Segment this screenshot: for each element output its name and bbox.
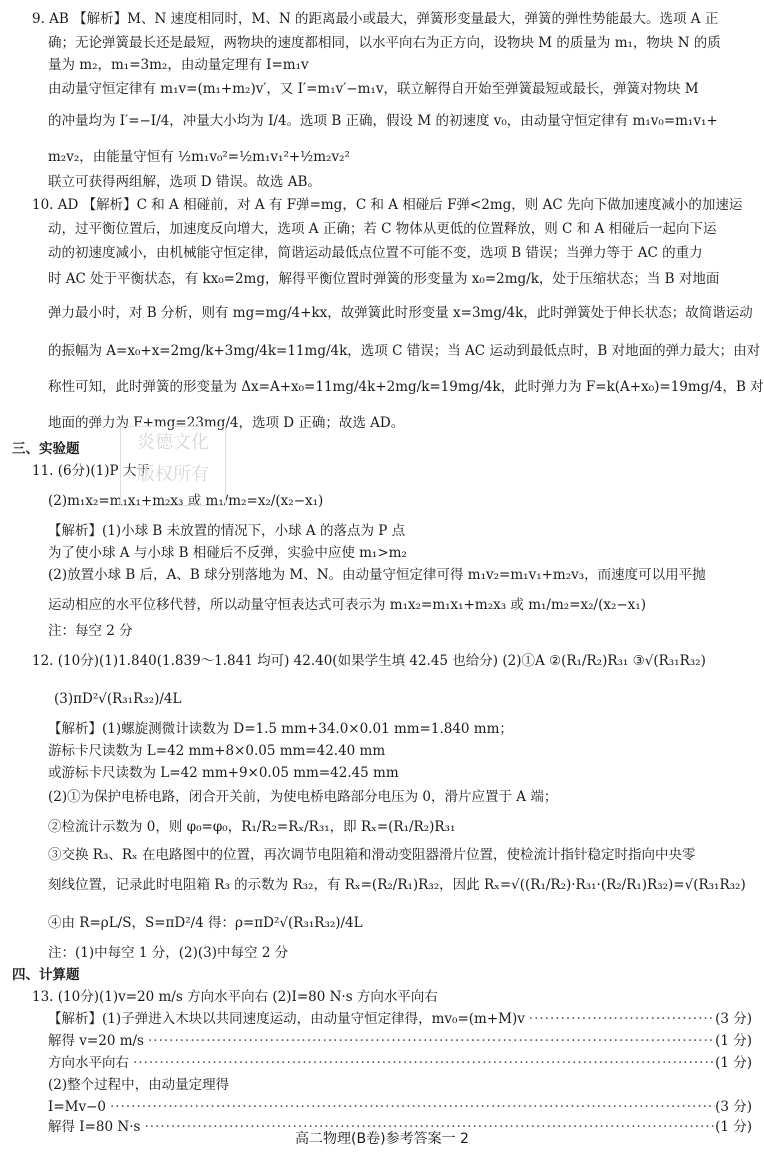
watermark-line: 版权所有 [137, 464, 209, 485]
text-line: 注：每空 2 分 [48, 623, 133, 639]
text-line: (2)放置小球 B 后，A、B 球分别落地为 M、N。由动量守恒定律可得 m₁v₂=m₁v₁+m₂v₃，而速度可以用平抛 [48, 567, 706, 583]
watermark [120, 426, 226, 506]
text-line: ②检流计示数为 0，则 φ₀=φ₀，R₁/R₂=Rₓ/R₃₁，即 Rₓ=(R₁/R₂)R₃₁ [48, 819, 456, 835]
scored-text: 解得 v=20 m/s [48, 1033, 144, 1049]
text-line: 运动相应的水平位移代替，所以动量守恒表达式可表示为 m₁x₂=m₁x₁+m₂x₃ 或 m₁/m₂=x₂/(x₂−x₁) [48, 597, 646, 613]
score-label: (1 分) [715, 1055, 752, 1071]
scored-text: 【解析】(1)子弹进入木块以共同速度运动，由动量守恒定律得，mv₀=(m+M)v [48, 1011, 525, 1027]
scored-line [32, 1010, 752, 1028]
text-line: 弹力最小时，对 B 分析，则有 mg=mg/4+kx，故弹簧此时形变量 x=3mg/4k，此时弹簧处于伸长状态；故简谐运动 [48, 305, 753, 321]
score-label: (1 分) [715, 1119, 752, 1135]
score-label: (3 分) [715, 1011, 752, 1027]
leader-dots [144, 1032, 715, 1050]
score-label: (1 分) [715, 1033, 752, 1049]
text-line: 联立可获得两组解，选项 D 错误。故选 AB。 [48, 174, 321, 190]
text-line: 量为 m₂，m₁=3m₂，由动量定理有 I=m₁v [48, 57, 309, 73]
leader-dots [525, 1010, 715, 1028]
text-line: (3)πD²√(R₃₁R₃₂)/4L [54, 691, 182, 707]
text-line: 9. AB 【解析】M、N 速度相同时，M、N 的距离最小或最大，弹簧形变量最大，弹簧的弹性势能最大。选项 A 正 [32, 11, 719, 27]
text-line: 的冲量均为 I′=−I/4，冲量大小均为 I/4。选项 B 正确，假设 M 的初速度 v₀，由动量守恒定律有 m₁v₀=m₁v₁+ [48, 113, 718, 129]
text-line: (2)整个过程中，由动量定理得 [48, 1077, 230, 1093]
leader-dots [129, 1054, 715, 1072]
text-line: 刻线位置，记录此时电阻箱 R₃ 的示数为 R₃₂，有 Rₓ=(R₂/R₁)R₃₂，因此 Rₓ=√((R₁/R₂)·R₃₁·(R₂/R₁)R₃₂)=√(R₃₁R₃₂) [48, 877, 746, 893]
text-line: 动的初速度减小，由机械能守恒定律，简谐运动最低点位置不可能不变，选项 B 错误；当弹力等于 AC 的重力 [48, 245, 703, 261]
score-label: (3 分) [715, 1099, 752, 1115]
text-line: m₂v₂，由能量守恒有 ½m₁v₀²=½m₁v₁²+½m₂v₂² [48, 149, 350, 165]
text-line: 游标卡尺读数为 L=42 mm+8×0.05 mm=42.40 mm [48, 743, 386, 759]
watermark-line: 炎德文化 [137, 432, 209, 453]
text-line: (2)m₁x₂=m₁x₁+m₂x₃ 或 m₁/m₂=x₂/(x₂−x₁) [48, 493, 324, 509]
text-line: 为了使小球 A 与小球 B 相碰后不反弹，实验中应使 m₁>m₂ [48, 545, 407, 561]
scored-text: 方向水平向右 [48, 1055, 129, 1071]
text-line: ④由 R=ρL/S，S=πD²/4 得：ρ=πD²√(R₃₁R₃₂)/4L [48, 915, 363, 931]
scored-line [32, 1032, 752, 1050]
text-line: (2)①为保护电桥电路，闭合开关前，为使电桥电路部分电压为 0，滑片应置于 A 端； [48, 789, 558, 805]
text-line: 的振幅为 A=x₀+x=2mg/k+3mg/4k=11mg/4k，选项 C 错误；当 AC 运动到最低点时，B 对地面的弹力最大；由对 [48, 343, 761, 359]
section-heading: 四、计算题 [12, 967, 80, 983]
text-line: 【解析】(1)小球 B 未放置的情况下，小球 A 的落点为 P 点 [48, 523, 406, 539]
text-line: 13. (10分)(1)v=20 m/s 方向水平向右 (2)I=80 N·s 方向水平向右 [32, 989, 438, 1005]
page-footer: 高二物理(B卷)参考答案一 2 [295, 1131, 469, 1147]
text-line: ③交换 R₃、Rₓ 在电路图中的位置，再次调节电阻箱和滑动变阻器滑片位置，使检流计指针稳定时指向中央零 [48, 847, 696, 863]
section-heading: 三、实验题 [12, 441, 80, 457]
scored-text: 解得 I=80 N·s [48, 1119, 141, 1135]
scored-line [32, 1054, 752, 1072]
text-line: 地面的弹力为 F+mg=23mg/4，选项 D 正确；故选 AD。 [48, 415, 405, 431]
text-line: 注：(1)中每空 1 分，(2)(3)中每空 2 分 [48, 945, 289, 961]
scored-line [32, 1098, 752, 1116]
text-line: 或游标卡尺读数为 L=42 mm+9×0.05 mm=42.45 mm [48, 765, 399, 781]
text-line: 【解析】(1)螺旋测微计读数为 D=1.5 mm+34.0×0.01 mm=1.840 mm； [48, 721, 513, 737]
scored-text: I=Mv−0 [48, 1099, 106, 1115]
text-line: 由动量守恒定律有 m₁v=(m₁+m₂)v′，又 I′=m₁v′−m₁v，联立解得自开始至弹簧最短或最长，弹簧对物块 M [48, 81, 699, 97]
text-line: 10. AD 【解析】C 和 A 相碰前，对 A 有 F弹=mg，C 和 A 相碰后 F弹<2mg，则 AC 先向下做加速度减小的加速运 [32, 197, 743, 213]
text-line: 确；无论弹簧最长还是最短，两物块的速度都相同，以水平向右为正方向，设物块 M 的质量为 m₁，物块 N 的质 [48, 35, 721, 51]
text-line: 时 AC 处于平衡状态，有 kx₀=2mg，解得平衡位置时弹簧的形变量为 x₀=2mg/k，处于压缩状态；当 B 对地面 [48, 271, 720, 287]
leader-dots [106, 1098, 715, 1116]
text-line: 11. (6分)(1)P 大于 [32, 463, 150, 479]
text-line: 称性可知，此时弹簧的形变量为 Δx=A+x₀=11mg/4k+2mg/k=19mg/4k，此时弹力为 F=k(A+x₀)=19mg/4，B 对 [48, 379, 764, 395]
text-line: 动，过平衡位置后，加速度反向增大，选项 A 正确；若 C 物体从更低的位置释放，则 C 和 A 相碰后一起向下运 [48, 221, 717, 237]
text-line: 12. (10分)(1)1.840(1.839～1.841 均可) 42.40(如果学生填 42.45 也给分) (2)①A ②(R₁/R₂)R₃₁ ③√(R₃₁R₃₂) [32, 653, 706, 669]
